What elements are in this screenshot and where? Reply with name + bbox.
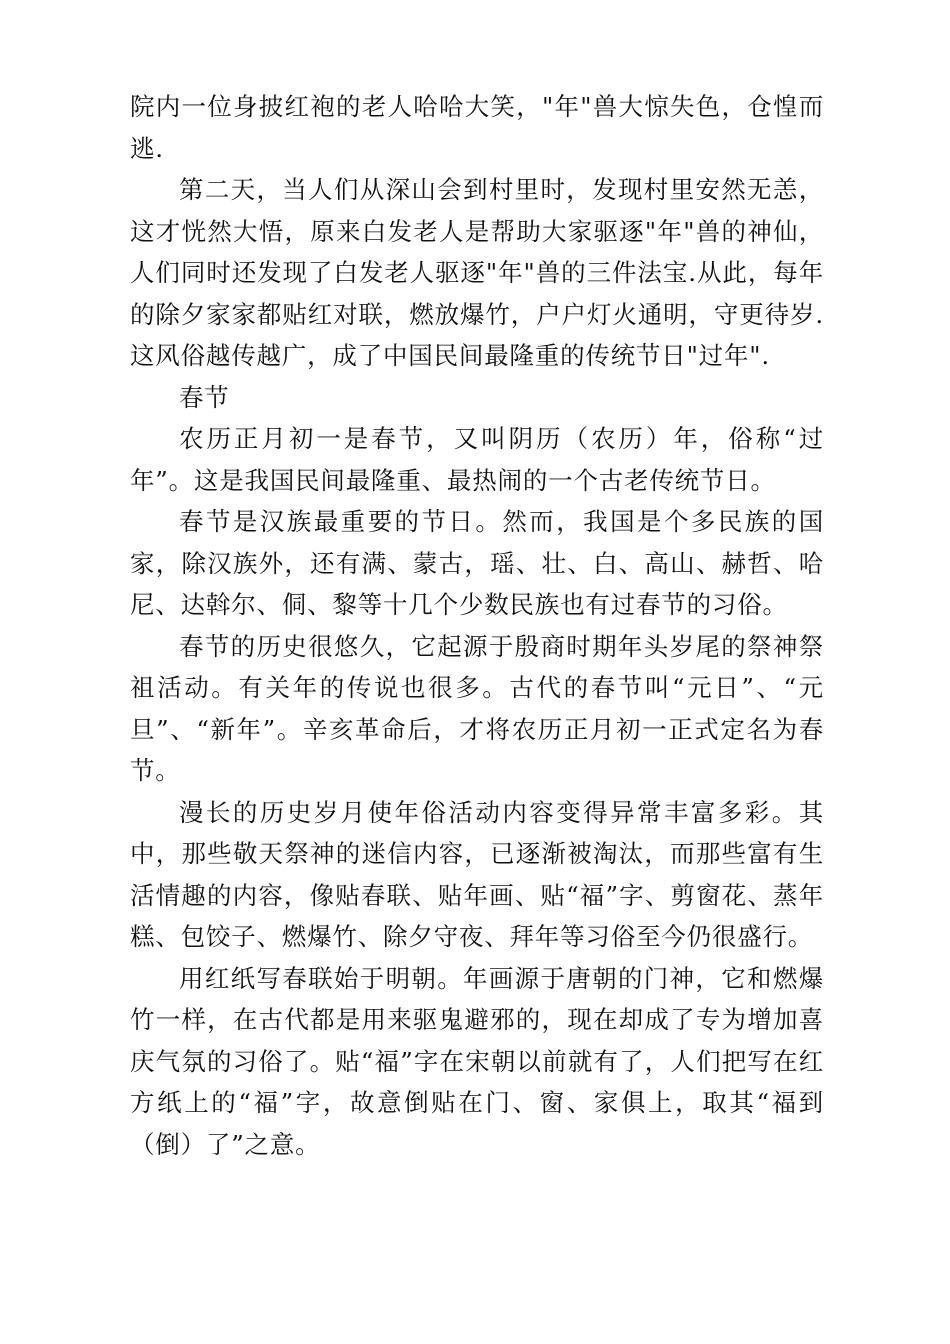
section-heading: 春节 [179, 382, 230, 412]
paragraph: 春节是汉族最重要的节日。然而，我国是个多民族的国家，除汉族外，还有满、蒙古，瑶、壮、白、高山、赫哲、哈尼、达斡尔、侗、黎等十几个少数民族也有过春节的习俗。 [130, 507, 824, 619]
paragraph-continuation: 院内一位身披红袍的老人哈哈大笑，"年"兽大惊失色，仓惶而逃. [130, 92, 824, 163]
paragraph: 农历正月初一是春节，又叫阴历（农历）年，俗称“过年”。这是我国民间最隆重、最热闹的一个古老传统节日。 [130, 424, 824, 495]
paragraph: 春节的历史很悠久，它起源于殷商时期年头岁尾的祭神祭祖活动。有关年的传说也很多。古代的春节叫“元日”、“元旦”、“新年”。辛亥革命后，才将农历正月初一正式定名为春节。 [130, 631, 824, 785]
document-body [130, 86, 824, 1165]
paragraph: 漫长的历史岁月使年俗活动内容变得异常丰富多彩。其中，那些敬天祭神的迷信内容，已逐渐被淘汰，而那些富有生活情趣的内容，像贴春联、贴年画、贴“福”字、剪窗花、蒸年糕、包饺子、燃爆竹、除夕守夜、拜年等习俗至今仍很盛行。 [130, 797, 824, 951]
paragraph: 第二天，当人们从深山会到村里时，发现村里安然无恙，这才恍然大悟，原来白发老人是帮助大家驱逐"年"兽的神仙，人们同时还发现了白发老人驱逐"年"兽的三件法宝.从此，每年的除夕家家都贴红对联，燃放爆竹，户户灯火通明，守更待岁.这风俗越传越广，成了中国民间最隆重的传统节日"过年". [130, 175, 824, 370]
paragraph: 用红纸写春联始于明朝。年画源于唐朝的门神，它和燃爆竹一样，在古代都是用来驱鬼避邪的，现在却成了专为增加喜庆气氛的习俗了。贴“福”字在宋朝以前就有了，人们把写在红方纸上的“福”字，故意倒贴在门、窗、家俱上，取其“福到（倒）了”之意。 [130, 963, 824, 1159]
